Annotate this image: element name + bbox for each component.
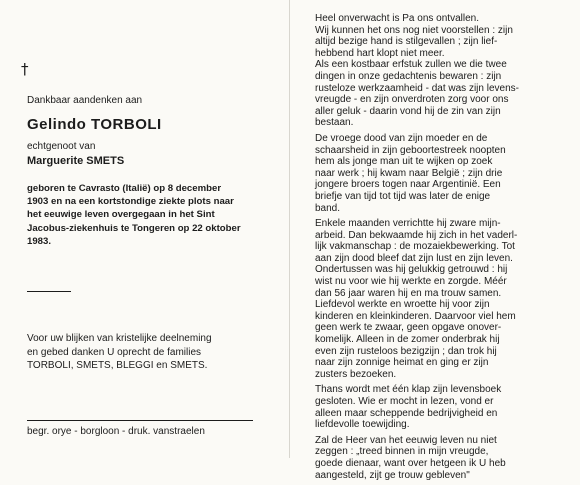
spouse-name: Marguerite SMETS (27, 155, 125, 167)
left-panel (0, 0, 290, 458)
tribute-paragraph (315, 384, 570, 430)
tribute-line: goede dienaar, want over hetgeen ik U heb (315, 457, 506, 469)
tribute-line: aan zijn dood bleef dat zijn lust en zijn leven. (315, 252, 513, 264)
tribute-line: dan 56 jaar waren hij en ma trouw samen. (315, 287, 502, 299)
tribute-line: Liefdevol werkte en wroette hij voor zijn (315, 299, 490, 311)
tribute-paragraph (315, 13, 570, 129)
cross-icon: † (21, 60, 29, 78)
tribute-line: even zijn rusteloos bezigzijn ; dan trok hij (315, 345, 497, 357)
tribute-line: gesloten. Wie er mocht in lezen, vond er (315, 396, 494, 407)
tribute-line: schaarsheid in zijn geboortestreek noopten (315, 144, 506, 156)
thanks-line: en gebed danken U oprecht de families (27, 346, 202, 358)
tribute-line: Enkele maanden verrichtte hij zware mijn- (315, 218, 501, 230)
tribute-line: Heel onverwacht is Pa ons ontvallen. (315, 13, 479, 24)
tribute-line: hem als jonge man uit te wijken op zoek (315, 156, 493, 168)
printer-credit: begr. orye - borgloon - druk. vanstraelen (27, 426, 205, 437)
tribute-line: Als een kostbaar erfstuk zullen we die twee (315, 59, 507, 71)
footer-rule (27, 420, 253, 421)
tribute-line: lijk vakmanschap : de mozaiekbewerking. Tot (315, 241, 515, 253)
bio-line: 1983. (27, 235, 52, 247)
tribute-line: alleen maar scheppende bedrijvigheid en (315, 407, 498, 419)
tribute-line: altijd bezige hand is stilgevallen ; zijn lief- (315, 36, 498, 48)
tribute-line: briefje van tijd tot tijd was later de enige (315, 190, 491, 202)
tribute-line: aller geluk - daarin vond hij de zin van zijn (315, 105, 501, 117)
spouse-prefix: echtgenoot van (27, 141, 96, 152)
thanks-line: TORBOLI, SMETS, BLEGGI en SMETS. (27, 360, 208, 371)
tribute-line: arbeid. Dan bekwaamde hij zich in het vaderl- (315, 229, 518, 241)
tribute-line: liefdevolle toewijding. (315, 419, 410, 431)
tribute-paragraph (315, 133, 570, 214)
deceased-name: Gelindo TORBOLI (27, 116, 162, 133)
bio-line: 1903 en na een kortstondige ziekte plots naar (27, 196, 234, 208)
tribute-text (315, 13, 570, 485)
tribute-line: zusters bezoeken. (315, 368, 397, 380)
tribute-line: band. (315, 202, 341, 214)
bio-line: Jacobus-ziekenhuis te Tongeren op 22 oktober (27, 222, 241, 234)
tribute-line: komelijk. Alleen in de zomer onderbrak hij (315, 334, 500, 346)
tribute-line: kinderen en kleinkinderen. Daarvoor viel hem (315, 310, 516, 322)
tribute-line: rusteloze werkzaamheid - dat was zijn levens- (315, 82, 519, 94)
tribute-line: naar zijn zonnige heimat en ging er zijn (315, 357, 489, 369)
tribute-line: vreugde - en zijn onverdroten zorg voor ons (315, 94, 509, 106)
divider (27, 291, 71, 292)
tribute-line: dingen in onze gedachtenis bewaren : zijn (315, 70, 502, 82)
tribute-line: bestaan. (315, 117, 354, 129)
remembrance-text: Dankbaar aandenken aan (27, 95, 143, 106)
tribute-line: Ondertussen was hij gelukkig getrouwd : hij (315, 264, 508, 276)
thanks-text (27, 332, 212, 373)
tribute-line: De vroege dood van zijn moeder en de (315, 132, 488, 144)
tribute-line: geen werk te zwaar, geen opgave onover- (315, 322, 502, 334)
bio-line: geboren te Cavrasto (Italië) op 8 december (27, 183, 222, 194)
biography (27, 182, 253, 248)
tribute-line: Wij kunnen het ons nog niet voorstellen : zijn (315, 24, 513, 36)
right-panel (290, 0, 580, 481)
tribute-line: wist nu voor wie hij werkte en zorgde. Méér (315, 276, 507, 288)
tribute-line: naar werk ; hij kwam naar België ; zijn drie (315, 167, 503, 179)
tribute-line: Thans wordt met één klap zijn levensboek (315, 384, 502, 396)
tribute-paragraph (315, 218, 570, 380)
tribute-line: jongere broers togen naar Argentinië. Een (315, 179, 501, 191)
tribute-line: aangesteld, zijt ge trouw gebleven" (315, 469, 470, 481)
tribute-line: Zal de Heer van het eeuwig leven nu niet (315, 434, 497, 446)
tribute-line: hebbend hart klopt niet meer. (315, 47, 445, 59)
tribute-line: zeggen : „treed binnen in mijn vreugde, (315, 446, 489, 458)
bio-line: het eeuwige leven overgegaan in het Sint (27, 209, 215, 221)
thanks-line: Voor uw blijken van kristelijke deelneming (27, 333, 212, 344)
